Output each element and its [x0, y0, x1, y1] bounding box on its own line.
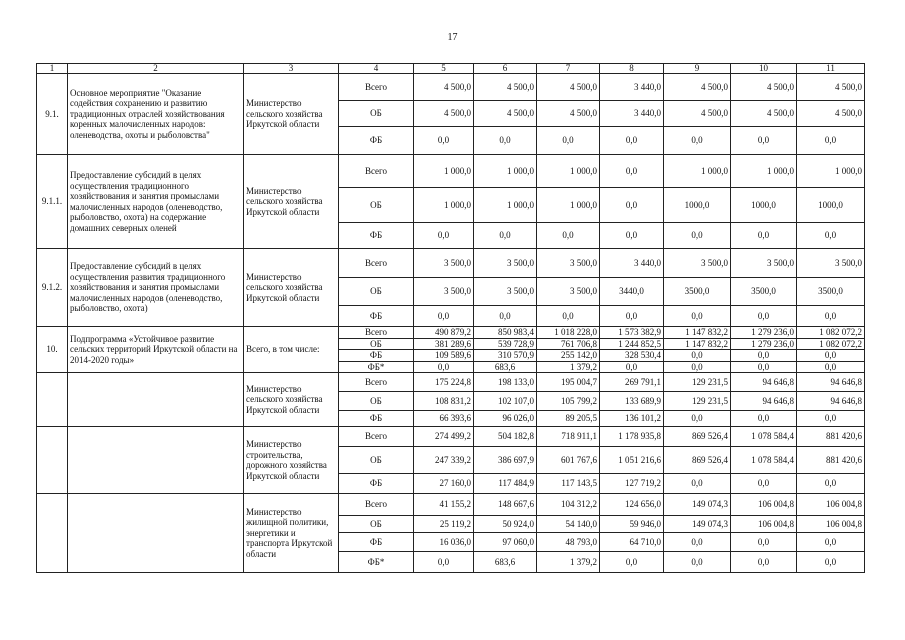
value-cell: 1 000,0 — [537, 188, 600, 223]
value-cell: 0,0 — [414, 127, 474, 155]
row-description: Основное мероприятие "Оказание содействия сохранению и развитию традиционных отраслей хозяйствования коренных малочисленных народов: оленеводства, охоты и рыболовства" — [68, 74, 244, 155]
value-cell: 0,0 — [474, 306, 537, 327]
value-cell: 3 500,0 — [414, 278, 474, 306]
value-cell: 3 440,0 — [600, 101, 664, 127]
value-cell: 3440,0 — [600, 278, 664, 306]
value-cell: 0,0 — [537, 306, 600, 327]
value-cell: 0,0 — [474, 127, 537, 155]
value-cell: 504 182,8 — [474, 427, 537, 447]
value-cell: 0,0 — [414, 306, 474, 327]
funding-type: ОБ — [339, 516, 414, 533]
value-cell: 1 279 236,0 — [731, 327, 797, 339]
value-cell: 1 000,0 — [414, 188, 474, 223]
value-cell: 136 101,2 — [600, 411, 664, 427]
row-description: Предоставление субсидий в целях осуществления развития традиционного хозяйствования и занятия промыслами малочисленных народов (оленеводство, рыболовство, охота) — [68, 249, 244, 327]
value-cell: 1 000,0 — [797, 155, 865, 188]
value-cell: 117 484,9 — [474, 474, 537, 494]
value-cell: 4 500,0 — [537, 101, 600, 127]
value-cell: 386 697,9 — [474, 447, 537, 474]
funding-type: ОБ — [339, 188, 414, 223]
funding-type: Всего — [339, 249, 414, 278]
value-cell: 269 791,1 — [600, 373, 664, 392]
column-header: 5 — [414, 64, 474, 74]
value-cell: 0,0 — [797, 361, 865, 373]
value-cell: 106 004,8 — [797, 494, 865, 516]
value-cell: 1 000,0 — [474, 188, 537, 223]
value-cell: 881 420,6 — [797, 447, 865, 474]
value-cell: 0,0 — [600, 155, 664, 188]
value-cell: 1 147 832,2 — [664, 327, 731, 339]
value-cell: 149 074,3 — [664, 516, 731, 533]
table-row — [37, 249, 865, 278]
table-row — [37, 427, 865, 447]
value-cell: 0,0 — [414, 552, 474, 573]
column-header: 10 — [731, 64, 797, 74]
page-number: 17 — [447, 32, 458, 43]
row-executor: Министерство строительства, дорожного хозяйства Иркутской области — [244, 427, 339, 494]
value-cell: 1 573 382,9 — [600, 327, 664, 339]
value-cell: 1 279 236,0 — [731, 338, 797, 350]
row-executor: Министерство сельского хозяйства Иркутской области — [244, 155, 339, 249]
row-executor: Министерство сельского хозяйства Иркутской области — [244, 373, 339, 427]
column-header: 4 — [339, 64, 414, 74]
value-cell: 490 879,2 — [414, 327, 474, 339]
value-cell: 1000,0 — [664, 188, 731, 223]
value-cell: 3 500,0 — [797, 249, 865, 278]
table-row — [37, 494, 865, 516]
value-cell: 50 924,0 — [474, 516, 537, 533]
value-cell: 4 500,0 — [731, 101, 797, 127]
value-cell: 0,0 — [731, 552, 797, 573]
row-number: 9.1.1. — [37, 155, 68, 249]
value-cell: 4 500,0 — [664, 74, 731, 101]
value-cell: 175 224,8 — [414, 373, 474, 392]
funding-type: ФБ* — [339, 552, 414, 573]
funding-type: ОБ — [339, 392, 414, 411]
funding-type: ФБ — [339, 533, 414, 552]
value-cell: 0,0 — [797, 533, 865, 552]
value-cell: 761 706,8 — [537, 338, 600, 350]
value-cell: 1 082 072,2 — [797, 338, 865, 350]
value-cell: 0,0 — [797, 350, 865, 362]
column-header: 9 — [664, 64, 731, 74]
value-cell: 94 646,8 — [797, 392, 865, 411]
value-cell: 0,0 — [600, 361, 664, 373]
value-cell: 1 000,0 — [537, 155, 600, 188]
value-cell: 683,6 — [474, 552, 537, 573]
row-description: Подпрограмма «Устойчивое развитие сельских территорий Иркутской области на 2014-2020 годы» — [68, 327, 244, 373]
column-header: 6 — [474, 64, 537, 74]
value-cell: 4 500,0 — [414, 74, 474, 101]
value-cell: 3 500,0 — [664, 249, 731, 278]
value-cell: 0,0 — [664, 350, 731, 362]
table-row — [37, 155, 865, 188]
value-cell: 198 133,0 — [474, 373, 537, 392]
value-cell: 3500,0 — [664, 278, 731, 306]
column-header: 8 — [600, 64, 664, 74]
value-cell: 48 793,0 — [537, 533, 600, 552]
funding-type: Всего — [339, 155, 414, 188]
value-cell: 117 143,5 — [537, 474, 600, 494]
row-description — [68, 494, 244, 573]
value-cell: 25 119,2 — [414, 516, 474, 533]
value-cell: 255 142,0 — [537, 350, 600, 362]
value-cell: 869 526,4 — [664, 427, 731, 447]
value-cell: 109 589,6 — [414, 350, 474, 362]
value-cell: 94 646,8 — [731, 373, 797, 392]
value-cell: 195 004,7 — [537, 373, 600, 392]
value-cell: 16 036,0 — [414, 533, 474, 552]
row-number — [37, 373, 68, 427]
funding-type: Всего — [339, 327, 414, 339]
funding-type: ФБ — [339, 411, 414, 427]
value-cell: 3500,0 — [731, 278, 797, 306]
value-cell: 1 379,2 — [537, 361, 600, 373]
funding-type: ОБ — [339, 278, 414, 306]
value-cell: 0,0 — [731, 223, 797, 249]
value-cell: 869 526,4 — [664, 447, 731, 474]
funding-type: ОБ — [339, 447, 414, 474]
value-cell: 127 719,2 — [600, 474, 664, 494]
funding-type: Всего — [339, 494, 414, 516]
row-number: 10. — [37, 327, 68, 373]
value-cell: 129 231,5 — [664, 373, 731, 392]
value-cell: 0,0 — [731, 533, 797, 552]
column-header: 11 — [797, 64, 865, 74]
column-header: 2 — [68, 64, 244, 74]
row-executor: Министерство сельского хозяйства Иркутской области — [244, 74, 339, 155]
value-cell: 4 500,0 — [537, 74, 600, 101]
header-row — [37, 64, 865, 74]
funding-type: ФБ — [339, 223, 414, 249]
value-cell: 27 160,0 — [414, 474, 474, 494]
row-number: 9.1.2. — [37, 249, 68, 327]
value-cell: 148 667,6 — [474, 494, 537, 516]
value-cell: 89 205,5 — [537, 411, 600, 427]
value-cell: 1 082 072,2 — [797, 327, 865, 339]
value-cell: 0,0 — [731, 411, 797, 427]
value-cell: 149 074,3 — [664, 494, 731, 516]
value-cell: 850 983,4 — [474, 327, 537, 339]
value-cell: 3 500,0 — [474, 249, 537, 278]
value-cell: 94 646,8 — [731, 392, 797, 411]
value-cell: 106 004,8 — [731, 494, 797, 516]
table-row — [37, 327, 865, 339]
value-cell: 1 178 935,8 — [600, 427, 664, 447]
value-cell: 1 000,0 — [664, 155, 731, 188]
value-cell: 0,0 — [600, 223, 664, 249]
value-cell: 381 289,6 — [414, 338, 474, 350]
value-cell: 328 530,4 — [600, 350, 664, 362]
value-cell: 1000,0 — [731, 188, 797, 223]
value-cell: 4 500,0 — [731, 74, 797, 101]
funding-type: ФБ — [339, 306, 414, 327]
value-cell: 96 026,0 — [474, 411, 537, 427]
value-cell: 0,0 — [664, 552, 731, 573]
value-cell: 0,0 — [664, 306, 731, 327]
value-cell: 1 078 584,4 — [731, 427, 797, 447]
value-cell: 3 500,0 — [474, 278, 537, 306]
funding-type: ФБ* — [339, 361, 414, 373]
value-cell: 0,0 — [414, 361, 474, 373]
value-cell: 1 000,0 — [474, 155, 537, 188]
value-cell: 247 339,2 — [414, 447, 474, 474]
value-cell: 0,0 — [797, 411, 865, 427]
row-description — [68, 373, 244, 427]
value-cell: 683,6 — [474, 361, 537, 373]
value-cell: 3500,0 — [797, 278, 865, 306]
row-executor: Министерство сельского хозяйства Иркутской области — [244, 249, 339, 327]
value-cell: 106 004,8 — [731, 516, 797, 533]
value-cell: 1 078 584,4 — [731, 447, 797, 474]
row-number — [37, 427, 68, 494]
value-cell: 1 147 832,2 — [664, 338, 731, 350]
funding-type: ОБ — [339, 101, 414, 127]
value-cell: 0,0 — [600, 306, 664, 327]
value-cell: 0,0 — [600, 552, 664, 573]
value-cell: 0,0 — [797, 552, 865, 573]
column-header: 1 — [37, 64, 68, 74]
value-cell: 59 946,0 — [600, 516, 664, 533]
value-cell: 1 000,0 — [414, 155, 474, 188]
value-cell: 1 000,0 — [731, 155, 797, 188]
row-executor: Министерство жилищной политики, энергетики и транспорта Иркутской области — [244, 494, 339, 573]
row-description — [68, 427, 244, 494]
value-cell: 881 420,6 — [797, 427, 865, 447]
value-cell: 97 060,0 — [474, 533, 537, 552]
row-number: 9.1. — [37, 74, 68, 155]
value-cell: 133 689,9 — [600, 392, 664, 411]
funding-type: Всего — [339, 74, 414, 101]
value-cell: 0,0 — [664, 533, 731, 552]
value-cell: 0,0 — [664, 127, 731, 155]
value-cell: 4 500,0 — [797, 74, 865, 101]
value-cell: 64 710,0 — [600, 533, 664, 552]
value-cell: 3 440,0 — [600, 249, 664, 278]
value-cell: 310 570,9 — [474, 350, 537, 362]
row-number — [37, 494, 68, 573]
row-description: Предоставление субсидий в целях осуществления традиционного хозяйствования и занятия промыслами малочисленных народов (оленеводство, рыболовство, охота) на содержание домашних северных оленей — [68, 155, 244, 249]
value-cell: 54 140,0 — [537, 516, 600, 533]
value-cell: 4 500,0 — [664, 101, 731, 127]
value-cell: 0,0 — [474, 223, 537, 249]
value-cell: 0,0 — [731, 127, 797, 155]
table-row — [37, 373, 865, 392]
table-row — [37, 74, 865, 101]
value-cell: 718 911,1 — [537, 427, 600, 447]
value-cell: 0,0 — [731, 350, 797, 362]
value-cell: 3 440,0 — [600, 74, 664, 101]
value-cell: 0,0 — [731, 474, 797, 494]
value-cell: 0,0 — [664, 474, 731, 494]
column-header: 3 — [244, 64, 339, 74]
value-cell: 0,0 — [600, 188, 664, 223]
value-cell: 41 155,2 — [414, 494, 474, 516]
funding-type: Всего — [339, 427, 414, 447]
value-cell: 3 500,0 — [731, 249, 797, 278]
value-cell: 66 393,6 — [414, 411, 474, 427]
value-cell: 0,0 — [664, 223, 731, 249]
value-cell: 539 728,9 — [474, 338, 537, 350]
value-cell: 4 500,0 — [797, 101, 865, 127]
value-cell: 0,0 — [797, 223, 865, 249]
value-cell: 0,0 — [731, 306, 797, 327]
value-cell: 4 500,0 — [414, 101, 474, 127]
value-cell: 102 107,0 — [474, 392, 537, 411]
funding-type: ФБ — [339, 474, 414, 494]
column-header: 7 — [537, 64, 600, 74]
value-cell: 0,0 — [731, 361, 797, 373]
value-cell: 4 500,0 — [474, 74, 537, 101]
value-cell: 106 004,8 — [797, 516, 865, 533]
value-cell: 274 499,2 — [414, 427, 474, 447]
value-cell: 1 018 228,0 — [537, 327, 600, 339]
value-cell: 1 379,2 — [537, 552, 600, 573]
funding-type: ОБ — [339, 338, 414, 350]
value-cell: 0,0 — [797, 474, 865, 494]
value-cell: 0,0 — [414, 223, 474, 249]
value-cell: 0,0 — [537, 223, 600, 249]
value-cell: 124 656,0 — [600, 494, 664, 516]
funding-type: ФБ — [339, 127, 414, 155]
budget-table — [36, 63, 865, 573]
value-cell: 3 500,0 — [537, 278, 600, 306]
row-executor: Всего, в том числе: — [244, 327, 339, 373]
value-cell: 1 244 852,5 — [600, 338, 664, 350]
value-cell: 0,0 — [797, 306, 865, 327]
value-cell: 0,0 — [664, 361, 731, 373]
value-cell: 105 799,2 — [537, 392, 600, 411]
value-cell: 1000,0 — [797, 188, 865, 223]
value-cell: 0,0 — [664, 411, 731, 427]
value-cell: 0,0 — [797, 127, 865, 155]
value-cell: 601 767,6 — [537, 447, 600, 474]
value-cell: 94 646,8 — [797, 373, 865, 392]
value-cell: 0,0 — [600, 127, 664, 155]
value-cell: 3 500,0 — [537, 249, 600, 278]
funding-type: ФБ — [339, 350, 414, 362]
value-cell: 108 831,2 — [414, 392, 474, 411]
value-cell: 1 051 216,6 — [600, 447, 664, 474]
value-cell: 129 231,5 — [664, 392, 731, 411]
value-cell: 4 500,0 — [474, 101, 537, 127]
value-cell: 104 312,2 — [537, 494, 600, 516]
value-cell: 3 500,0 — [414, 249, 474, 278]
funding-type: Всего — [339, 373, 414, 392]
value-cell: 0,0 — [537, 127, 600, 155]
